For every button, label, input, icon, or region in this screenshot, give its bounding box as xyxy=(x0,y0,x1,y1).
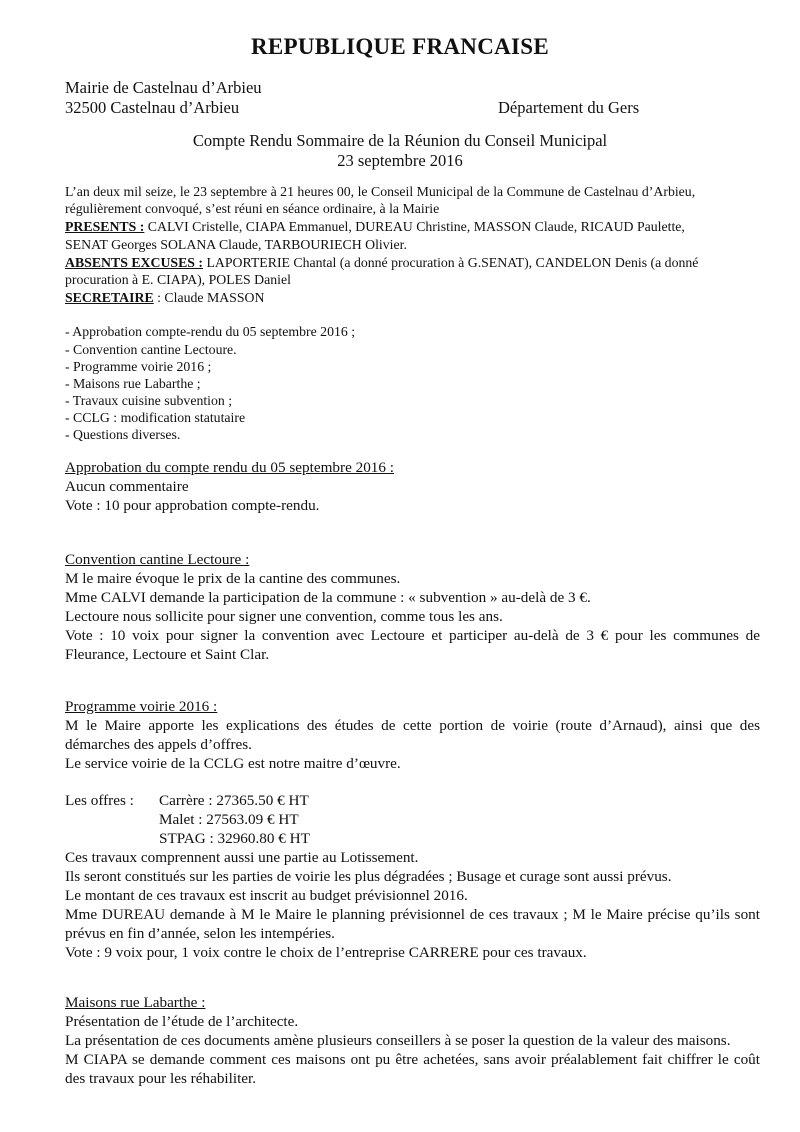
section-cantine xyxy=(65,550,760,664)
mairie-name: Mairie de Castelnau d’Arbieu xyxy=(65,78,262,97)
paragraph: Vote : 9 voix pour, 1 voix contre le choix de l’entreprise CARRERE pour ces travaux. xyxy=(65,944,587,961)
intro-line-2: régulièrement convoqué, s’est réuni en séance ordinaire, à la Mairie xyxy=(65,201,440,216)
section-approbation xyxy=(65,458,760,515)
page-title: REPUBLIQUE FRANCAISE xyxy=(250,34,549,59)
agenda-item: - Travaux cuisine subvention ; xyxy=(65,393,233,408)
secretaire-value: : Claude MASSON xyxy=(153,290,265,305)
report-title: Compte Rendu Sommaire de la Réunion du Conseil Municipal xyxy=(192,131,608,150)
absents-names: LAPORTERIE Chantal (a donné procuration à G.SENAT), CANDELON Denis (a donné xyxy=(203,255,699,270)
section-heading: Maisons rue Labarthe : xyxy=(65,994,206,1011)
offre-item: STPAG : 32960.80 € HT xyxy=(159,830,310,847)
section-voirie-details xyxy=(65,848,760,962)
offre-item: Malet : 27563.09 € HT xyxy=(159,811,299,828)
agenda-item: - Approbation compte-rendu du 05 septembre 2016 ; xyxy=(65,324,356,339)
section-maisons xyxy=(65,993,760,1088)
presents-line-2: SENAT Georges SOLANA Claude, TARBOURIECH Olivier. xyxy=(65,237,407,252)
paragraph: M le maire évoque le prix de la cantine des communes. xyxy=(65,570,401,587)
section-heading: Convention cantine Lectoure : xyxy=(65,551,250,568)
paragraph: Aucun commentaire xyxy=(65,478,189,495)
secretaire-line xyxy=(65,290,264,306)
secretaire-label: SECRETAIRE xyxy=(65,290,154,305)
agenda-item: - Questions diverses. xyxy=(65,427,181,442)
mairie-address: 32500 Castelnau d’Arbieu xyxy=(65,98,240,117)
absents-line-2: procuration à E. CIAPA), POLES Daniel xyxy=(65,272,291,287)
agenda-item: - Maisons rue Labarthe ; xyxy=(65,376,201,391)
agenda-item: - Convention cantine Lectoure. xyxy=(65,342,237,357)
paragraph: Ces travaux comprennent aussi une partie au Lotissement. xyxy=(65,849,419,866)
paragraph: Lectoure nous sollicite pour signer une convention, comme tous les ans. xyxy=(65,608,503,625)
paragraph: La présentation de ces documents amène plusieurs conseillers à se poser la question de la valeur des maisons. xyxy=(65,1032,731,1049)
offre-item: Carrère : 27365.50 € HT xyxy=(159,792,309,809)
paragraph: Le montant de ces travaux est inscrit au budget prévisionnel 2016. xyxy=(65,887,468,904)
paragraph: Le service voirie de la CCLG est notre maitre d’œuvre. xyxy=(65,755,401,772)
absents-label: ABSENTS EXCUSES : xyxy=(65,255,204,270)
section-heading: Approbation du compte rendu du 05 septembre 2016 : xyxy=(65,459,394,476)
paragraph: Mme DUREAU demande à M le Maire le planning prévisionnel de ces travaux ; M le Maire précise qu’ils sont prévus en fin d’année, selon les intempéries. xyxy=(65,906,760,942)
paragraph: Vote : 10 pour approbation compte-rendu. xyxy=(65,497,320,514)
department: Département du Gers xyxy=(498,98,640,117)
agenda-item: - Programme voirie 2016 ; xyxy=(65,359,212,374)
paragraph: Mme CALVI demande la participation de la commune : « subvention » au-delà de 3 €. xyxy=(65,589,591,606)
report-date: 23 septembre 2016 xyxy=(337,151,463,170)
agenda-item: - CCLG : modification statutaire xyxy=(65,410,246,425)
presents-label: PRESENTS : xyxy=(65,219,145,234)
intro-line-1: L’an deux mil seize, le 23 septembre à 21 heures 00, le Conseil Municipal de la Commune de Castelnau d’Arbieu, xyxy=(65,184,696,199)
paragraph: M CIAPA se demande comment ces maisons ont pu être achetées, sans avoir préalablement fait chiffrer le coût des travaux pour les réhabiliter. xyxy=(65,1051,760,1087)
paragraph: Ils seront constitués sur les parties de voirie les plus dégradées ; Busage et curage sont aussi prévus. xyxy=(65,868,672,885)
presents-names: CALVI Cristelle, CIAPA Emmanuel, DUREAU Christine, MASSON Claude, RICAUD Paulette, xyxy=(144,219,685,234)
absents-line-1 xyxy=(65,255,698,271)
paragraph: M le Maire apporte les explications des études de cette portion de voirie (route d’Arnaud), ainsi que des démarches des appels d’offres. xyxy=(65,717,760,753)
paragraph: Vote : 10 voix pour signer la convention avec Lectoure et participer au-delà de 3 € pour les communes de Fleurance, Lectoure et Saint Clar. xyxy=(65,627,760,663)
offres-list xyxy=(65,791,310,848)
presents-line-1 xyxy=(65,219,685,235)
paragraph: Présentation de l’étude de l’architecte. xyxy=(65,1013,299,1030)
section-heading: Programme voirie 2016 : xyxy=(65,698,218,715)
offres-label: Les offres : xyxy=(65,792,134,809)
section-voirie xyxy=(65,697,760,773)
